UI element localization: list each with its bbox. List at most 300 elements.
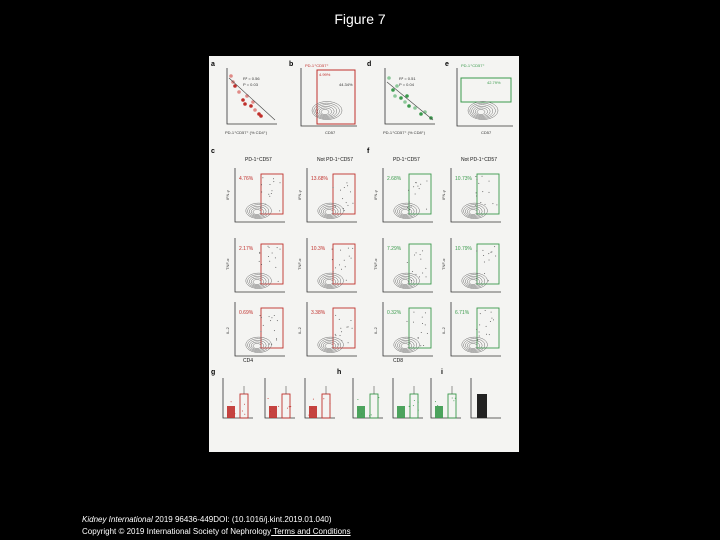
flow-plot-dots [352,328,353,329]
panel-letter-b: b [289,61,294,68]
flow-plot-dots [407,262,408,263]
flow-plot-value: 6.71% [455,310,470,316]
flow-plot-value: 10.79% [455,246,472,252]
flow-plot-dots [344,210,345,211]
citation-line [82,514,351,526]
flow-plot-dots [268,194,269,195]
flow-plot-dots [276,338,277,339]
scatter-a-point [237,90,241,94]
flow-plot-dots [480,202,481,203]
flow-plot-dots [268,246,269,247]
flow-plot-dots [412,271,413,272]
flow-plot-dots [271,190,272,191]
col-header-3: Not PD-1⁺CD57 [461,157,497,163]
bar-h2-bar [410,394,418,418]
flow-plot-dots [269,316,270,317]
panel-letter-c: c [211,148,215,155]
flow-plot-contour [469,344,477,349]
panel-letter-f: f [367,148,370,155]
flow-plot-dots [426,181,427,182]
flow-plot-contour [401,280,409,285]
flow-plot-dots [269,184,270,185]
flow-plot-dots [346,327,347,328]
flow-plot-dots [352,248,353,249]
flow-plot-dots [261,184,262,185]
flow-plot-dots [262,177,263,178]
flow-plot-dots [348,248,349,249]
flow-plot-dots [275,267,276,268]
flow-plot-dots [351,258,352,259]
flow-plot-dots [477,273,478,274]
bar-h2-points [418,402,419,403]
scatter-d-r: R² = 0.51 [399,76,416,81]
flow-plot-dots [425,324,426,325]
bar-h1-points [357,399,358,400]
flow-plot-dots [352,203,353,204]
gate-e-label: PD-1⁺CD57⁺ [461,63,485,68]
bar-h1-points [378,397,379,398]
flow-plot-contour [253,210,261,215]
flow-plot-dots [274,315,275,316]
scatter-d-point [391,88,395,92]
flow-plot-dots [484,261,485,262]
flow-plot-dots [489,334,490,335]
bar-g1-points [244,404,245,405]
scatter-a-r: R² = 0.56 [243,76,260,81]
gate-b-label: PD-1⁺CD57⁺ [305,63,329,68]
citation-text: 2019 96436-449DOI: (10.1016/j.kint.2019.01.040) [152,515,332,524]
bar-h2-points [418,410,419,411]
gate-e-contour [468,102,498,120]
flow-plot-dots [269,247,270,248]
bar-g1-bar [227,406,235,418]
flow-plot-dots [407,207,408,208]
flow-plot-dots [488,280,489,281]
flow-plot-dots [409,342,410,343]
flow-plot-dots [426,209,427,210]
flow-plot-dots [421,332,422,333]
bar-g3-points [330,403,331,404]
flow-plot-dots [269,261,270,262]
flow-plot-dots [479,335,480,336]
flow-plot-dots [489,181,490,182]
scatter-d-xlabel: PD-1⁺CD57⁺ (% CD8⁺) [383,130,426,135]
flow-plot-dots [419,276,420,277]
flow-plot-contour [253,280,261,285]
flow-plot-dots [341,269,342,270]
scatter-a-point [229,74,233,78]
gate-b-xaxis: CD57 [325,130,336,135]
scatter-d-fit-line [387,82,433,120]
flow-plot-yaxis: IL-2 [373,327,378,334]
flow-plot-dots [261,191,262,192]
flow-plot-dots [411,206,412,207]
flow-plot-dots [276,340,277,341]
bar-g2-points [289,406,290,407]
flow-plot-dots [268,256,269,257]
flow-plot-value: 13.68% [311,176,328,182]
flow-plot-dots [491,251,492,252]
flow-plot-contour [253,344,261,349]
gate-e-xaxis: CD57 [481,130,492,135]
bar-g3-points [309,412,310,413]
flow-plot-dots [416,182,417,183]
flow-plot-dots [475,176,476,177]
flow-plot-dots [271,317,272,318]
flow-plot-dots [348,326,349,327]
flow-plot-dots [413,322,414,323]
bar-g2-bar [282,394,290,418]
flow-plot-yaxis: TNF-α [225,258,230,270]
flow-plot-dots [270,320,271,321]
flow-plot-dots [476,196,477,197]
flow-plot-dots [482,176,483,177]
bar-g2-points [287,408,288,409]
scatter-d-point [407,104,411,108]
scatter-a-point [253,108,257,112]
bar-h3-points [452,398,453,399]
scatter-a-p: P = 0.03 [243,82,258,87]
flow-x-axis-right: CD8 [393,358,404,364]
flow-plot-dots [414,255,415,256]
flow-plot-dots [422,323,423,324]
flow-plot-dots [350,320,351,321]
flow-plot-dots [335,267,336,268]
panel-letter-h: h [337,369,342,376]
bar-g1-points [234,413,235,414]
flow-plot-dots [269,196,270,197]
col-header-2: PD-1⁺CD57 [393,157,420,163]
flow-plot-dots [490,321,491,322]
flow-plot-dots [476,192,477,193]
flow-plot-dots [489,260,490,261]
flow-plot-dots [494,246,495,247]
flow-plot-dots [491,312,492,313]
flow-plot-dots [332,259,333,260]
flow-plot-value: 4.76% [239,176,254,182]
flow-plot-dots [408,281,409,282]
bar-h1-points [358,410,359,411]
flow-plot-dots [420,345,421,346]
flow-plot-dots [408,190,409,191]
flow-plot-value: 2.68% [387,176,402,182]
flow-plot-dots [409,202,410,203]
flow-plot-dots [279,210,280,211]
figure-image [209,56,519,452]
bar-h3-points [437,405,438,406]
flow-plot-dots [478,183,479,184]
flow-plot-dots [343,208,344,209]
flow-plot-value: 0.69% [239,310,254,316]
flow-plot-dots [338,343,339,344]
panel-letter-i: i [441,369,443,376]
flow-plot-dots [422,273,423,274]
flow-plot-dots [261,317,262,318]
journal-name: Kidney International [82,515,153,524]
flow-plot-dots [486,334,487,335]
flow-plot-value: 10.73% [455,176,472,182]
flow-x-axis-left: CD4 [243,358,254,364]
flow-plot-dots [260,207,261,208]
flow-plot-dots [260,315,261,316]
copyright-line [82,526,351,538]
flow-plot-dots [342,198,343,199]
bar-g3-bar [322,394,330,418]
flow-plot-dots [273,181,274,182]
flow-plot-yaxis: IL-2 [441,327,446,334]
flow-plot-dots [271,193,272,194]
flow-plot-dots [274,330,275,331]
flow-plot-dots [496,204,497,205]
bar-h3-points [453,400,454,401]
bar-g3-points [308,415,309,416]
flow-plot-dots [489,192,490,193]
flow-plot-dots [475,205,476,206]
flow-plot-dots [418,337,419,338]
flow-plot-dots [340,190,341,191]
flow-plot-dots [491,318,492,319]
flow-plot-dots [415,194,416,195]
flow-plot-dots [346,182,347,183]
flow-plot-yaxis: IFN-γ [373,190,378,200]
bar-h2-points [413,405,414,406]
flow-plot-contour [325,280,333,285]
flow-plot-dots [490,252,491,253]
scatter-d-p: P = 0.04 [399,82,414,87]
flow-plot-dots [493,319,494,320]
flow-plot-dots [427,333,428,334]
flow-plot-dots [272,252,273,253]
flow-plot-dots [339,264,340,265]
flow-plot-dots [484,273,485,274]
flow-plot-dots [422,317,423,318]
bar-g2-points [268,398,269,399]
flow-plot-dots [334,205,335,206]
bar-g1-points [244,414,245,415]
flow-plot-dots [345,266,346,267]
panel-letter-a: a [211,61,215,68]
scatter-d-point [413,106,417,110]
bar-h2-points [409,406,410,407]
flow-plot-dots [350,191,351,192]
flow-plot-dots [280,182,281,183]
flow-plot-value: 2.17% [239,246,254,252]
flow-plot-dots [265,204,266,205]
bar-h1-points [371,414,372,415]
flow-plot-dots [333,187,334,188]
flow-plot-dots [479,324,480,325]
flow-plot-yaxis: IFN-γ [297,190,302,200]
bar-h3-bar [435,406,443,418]
bar-g3-points [323,398,324,399]
flow-plot-yaxis: IFN-γ [225,190,230,200]
flow-plot-dots [340,335,341,336]
flow-plot-dots [423,345,424,346]
flow-plot-dots [420,184,421,185]
flow-plot-dots [425,312,426,313]
flow-plot-dots [335,335,336,336]
bar-g2-points [290,406,291,407]
flow-plot-dots [263,325,264,326]
bar-g1-points [242,410,243,411]
gate-e-rect [461,78,511,102]
panel-letter-e: e [445,61,449,68]
figure-svg [209,56,519,452]
footer [82,514,351,538]
flow-plot-dots [341,340,342,341]
bar-g1-bar [240,394,248,418]
gate-b-contour [321,110,329,115]
bar-g1-points [231,401,232,402]
flow-plot-dots [426,276,427,277]
flow-plot-dots [409,209,410,210]
flow-plot-dots [492,203,493,204]
scatter-d-point [403,100,407,104]
panel-letter-g: g [211,369,216,376]
flow-plot-dots [420,254,421,255]
scatter-a-point [249,104,253,108]
flow-plot-value: 7.29% [387,246,402,252]
flow-plot-dots [344,187,345,188]
gate-b-pct2: 44.34% [339,82,353,87]
scatter-d-point [399,96,403,100]
flow-plot-dots [280,249,281,250]
flow-plot-contour [401,344,409,349]
flow-plot-dots [277,320,278,321]
gate-e-contour [477,110,485,115]
flow-plot-dots [335,334,336,335]
scatter-a-point [241,98,245,102]
flow-plot-value: 10.3% [311,246,326,252]
flow-plot-dots [346,202,347,203]
flow-plot-yaxis: TNF-α [373,258,378,270]
gate-b-pct1: 4.99% [319,72,331,77]
flow-plot-dots [261,264,262,265]
flow-plot-contour [325,210,333,215]
flow-plot-dots [333,271,334,272]
flow-plot-dots [425,268,426,269]
bar-h1-bar [357,406,365,418]
flow-plot-dots [340,328,341,329]
flow-plot-dots [259,252,260,253]
flow-plot-dots [482,191,483,192]
gate-e-pct: 42.79% [487,80,501,85]
bar-g3-points [311,408,312,409]
flow-plot-dots [411,280,412,281]
flow-plot-yaxis: IL-2 [297,327,302,334]
flow-plot-dots [482,250,483,251]
flow-plot-dots [420,259,421,260]
scatter-d-point [387,76,391,80]
flow-plot-dots [407,321,408,322]
bar-h2-bar [397,406,405,418]
flow-plot-contour [401,210,409,215]
flow-plot-dots [341,331,342,332]
flow-plot-dots [259,253,260,254]
scatter-a-point [243,102,247,106]
flow-plot-dots [278,281,279,282]
flow-plot-dots [335,315,336,316]
col-header-1: Not PD-1⁺CD57 [317,157,353,163]
scatter-a-point [259,114,263,118]
bar-h3-points [455,398,456,399]
flow-plot-dots [495,256,496,257]
flow-plot-dots [476,278,477,279]
flow-plot-yaxis: IL-2 [225,327,230,334]
flow-plot-dots [275,257,276,258]
copyright-text: Copyright © 2019 International Society of Nephrology [82,527,272,536]
flow-plot-dots [486,326,487,327]
terms-link[interactable]: Terms and Conditions [271,527,351,536]
flow-plot-dots [476,329,477,330]
bar-g3-points [313,399,314,400]
bar-h3-points [440,406,441,407]
flow-plot-value: 3.38% [311,310,326,316]
flow-plot-dots [485,204,486,205]
flow-plot-contour [325,344,333,349]
slide-title: Figure 7 [334,11,386,27]
flow-plot-dots [477,339,478,340]
flow-plot-dots [415,274,416,275]
scatter-d-point [419,112,423,116]
flow-plot-dots [339,319,340,320]
flow-plot-dots [348,342,349,343]
flow-plot-dots [347,205,348,206]
flow-plot-contour [469,210,477,215]
flow-plot-dots [344,260,345,261]
bar-h2-points [414,400,415,401]
flow-plot-dots [277,247,278,248]
col-header-0: PD-1⁺CD57 [245,157,272,163]
flow-plot-dots [488,253,489,254]
flow-plot-dots [271,344,272,345]
flow-plot-dots [346,280,347,281]
flow-plot-dots [476,251,477,252]
scatter-a-xlabel: PD-1⁺CD57⁺ (% CD4⁺) [225,130,268,135]
bar-g1-points [227,414,228,415]
flow-plot-dots [480,313,481,314]
flow-plot-yaxis: TNF-α [297,258,302,270]
flow-plot-value: 0.32% [387,310,402,316]
bar-h1-points [369,415,370,416]
flow-plot-dots [273,178,274,179]
flow-plot-dots [416,252,417,253]
bar-h3-points [435,401,436,402]
flow-plot-yaxis: TNF-α [441,258,446,270]
flow-plot-yaxis: IFN-γ [441,190,446,200]
flow-plot-dots [347,185,348,186]
flow-plot-dots [479,332,480,333]
scatter-d-point [393,94,397,98]
flow-plot-dots [349,256,350,257]
flow-plot-dots [332,249,333,250]
flow-plot-dots [422,250,423,251]
flow-plot-dots [417,186,418,187]
flow-plot-dots [335,206,336,207]
flow-plot-contour [469,280,477,285]
flow-plot-dots [413,186,414,187]
flow-plot-dots [340,250,341,251]
bar-g2-points [270,411,271,412]
flow-plot-dots [476,179,477,180]
bar-h1-points [361,413,362,414]
bar-i-bar [477,394,487,418]
flow-plot-dots [483,255,484,256]
flow-plot-dots [259,261,260,262]
flow-plot-dots [413,312,414,313]
flow-plot-dots [419,188,420,189]
bar-g2-points [278,406,279,407]
